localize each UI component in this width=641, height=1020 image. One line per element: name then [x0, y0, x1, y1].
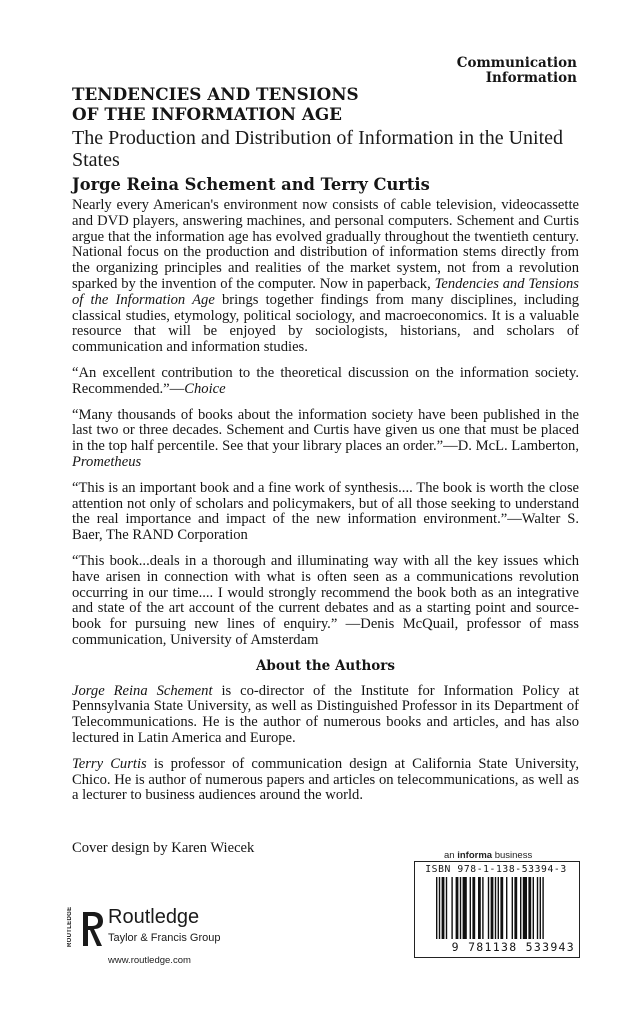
publisher-name: Routledge — [108, 906, 200, 928]
barcode-bar — [498, 877, 499, 939]
author-bio: is professor of communication design at California State University, Chico. He is author of numerous papers and articles on telecommunications, as well as a lecturer to business audiences around the world. — [72, 755, 579, 804]
barcode-bar — [520, 877, 521, 939]
author-name: Jorge Reina Schement — [72, 682, 213, 699]
review-text: “This is an important book and a fine work of synthesis.... The book is worth the close attention not only of scholars and policymakers, but of all those seeking to understand the real importance and impact of the new information environment.”—Walter S. Baer, The RAND Corporation — [72, 479, 579, 544]
description-part-1: Nearly every American's environment now consists of cable television, videocassette and DVD players, answering machines, and personal computers. Schement and Curtis argue that the information age has evolved gradually throughout the twentieth century. National focus on the production and distribution of information stems directly from the organizing principles and realities of the market system, not from a revolution sparked by the invention of the computer. Now in paperback, — [72, 197, 579, 292]
title-line-1: TENDENCIES AND TENSIONS — [72, 84, 359, 104]
review-baer — [72, 481, 579, 544]
description-book-title: Tendencies and Tensions of the Information Age — [72, 275, 579, 308]
back-cover-content — [72, 84, 579, 804]
review-mcquail — [72, 554, 579, 649]
barcode-bar — [488, 877, 489, 939]
title-line-2: OF THE INFORMATION AGE — [72, 104, 342, 124]
barcode-bar — [446, 877, 447, 939]
barcode-bar — [478, 877, 481, 939]
barcode-bar — [442, 877, 445, 939]
review-choice — [72, 366, 579, 398]
review-source: Prometheus — [72, 453, 142, 470]
barcode-bar — [463, 877, 467, 939]
barcode-bar — [537, 877, 538, 939]
isbn-label: ISBN 978-1-138-53394-3 — [425, 864, 567, 875]
cover-design-credit: Cover design by Karen Wiecek — [72, 840, 255, 856]
informa-brand: informa — [457, 850, 493, 861]
barcode-bar — [456, 877, 459, 939]
review-text: “This book...deals in a thorough and illuminating way with all the key issues which have arisen in connection with what is often seen as a communications revolution occurring in our time.... I would strongly recommend the book both as an integrative and state of the art account of the current debates and as a starting point and source-book for pursuing new lines of enquiry.” —Denis McQuail, professor of mass communication, University of Amsterdam — [72, 552, 579, 648]
description-part-2: brings together findings from many disciplines, including classical studies, etymology, political sociology, and macroeconomics. It is a valuable resource that will be enjoyed by sociologists, historians, and scholars of communication and information studies. — [72, 291, 579, 356]
author-bio-curtis — [72, 757, 579, 804]
barcode-bar — [528, 877, 531, 939]
barcode-bar — [540, 877, 541, 939]
author-bio: is co-director of the Institute for Information Policy at Pennsylvania State University, as well as Distinguished Professor in its Department of Telecommunications. He is the author of numerous books and articles, and has also lectured in Latin America and Europe. — [72, 682, 579, 746]
barcode-bar — [523, 877, 527, 939]
informa-prefix: an — [444, 850, 458, 861]
category-label — [457, 56, 577, 86]
barcode-bar — [460, 877, 461, 939]
description — [72, 198, 579, 356]
routledge-vertical-text: ROUTLEDGE — [67, 906, 73, 948]
barcode-bar — [436, 877, 437, 939]
barcode-bar — [506, 877, 507, 939]
review-text: “An excellent contribution to the theoretical discussion on the information society. Recommended.”— — [72, 364, 579, 397]
barcode-bar — [514, 877, 517, 939]
book-subtitle: The Production and Distribution of Information in the United States — [72, 127, 564, 171]
review-source: Choice — [184, 380, 226, 397]
category-line-2: Information — [485, 70, 577, 86]
barcode-bar — [472, 877, 475, 939]
barcode-digits: 9 781138 533943 — [451, 940, 575, 954]
barcode-bar — [439, 877, 440, 939]
informa-suffix: business — [492, 850, 533, 861]
author-bio-schement — [72, 684, 579, 747]
barcode-bar — [542, 877, 543, 939]
barcode-bar — [533, 877, 534, 939]
author-name: Terry Curtis — [72, 755, 147, 772]
book-authors: Jorge Reina Schement and Terry Curtis — [72, 175, 430, 194]
barcode-icon — [436, 877, 574, 939]
review-lamberton — [72, 408, 579, 471]
about-authors-heading: About the Authors — [255, 657, 396, 674]
routledge-r-icon — [80, 908, 106, 948]
book-title — [72, 84, 579, 124]
review-text: “Many thousands of books about the information society have been published in the last two or three decades. Schement and Curtis have given us one that must be placed in the top half percentile. See that your library places an order.”—D. McL. Lamberton, — [72, 406, 579, 455]
informa-business-label — [444, 850, 532, 861]
barcode-bar — [470, 877, 471, 939]
publisher-group: Taylor & Francis Group — [108, 932, 221, 944]
barcode-bar — [495, 877, 496, 939]
publisher-website: www.routledge.com — [108, 955, 191, 966]
barcode-bar — [451, 877, 452, 939]
barcode-bar — [512, 877, 513, 939]
barcode-bar — [482, 877, 483, 939]
category-line-1: Communication — [456, 55, 577, 71]
barcode-bar — [491, 877, 494, 939]
routledge-logo — [67, 905, 250, 955]
barcode-bar — [500, 877, 503, 939]
